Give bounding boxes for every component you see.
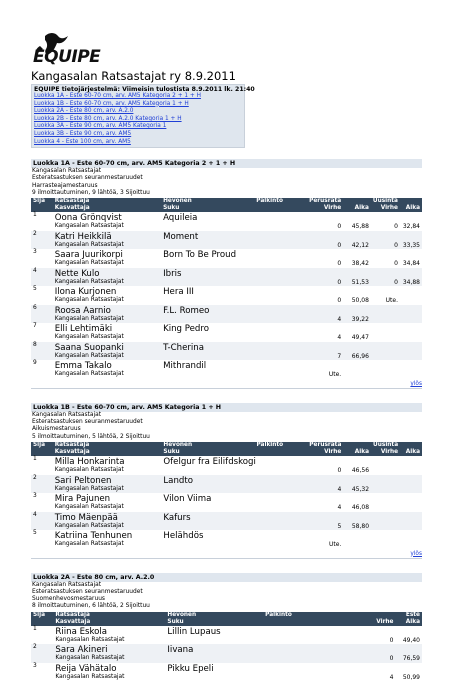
prize — [254, 334, 303, 342]
jumpoff-time — [400, 541, 422, 549]
faults: 4 — [304, 486, 344, 494]
horse-name: F.L. Romeo — [161, 305, 422, 316]
rider-name: Timo Mäenpää — [53, 512, 162, 523]
result-detail-row — [31, 242, 422, 250]
rider-name: Ilona Kurjonen — [54, 287, 117, 298]
back-to-top — [31, 381, 422, 387]
result-detail-row — [31, 297, 422, 305]
header-row — [31, 612, 422, 619]
prize — [254, 260, 303, 268]
result-detail-row — [31, 674, 422, 681]
results-page — [31, 28, 422, 681]
column-header: Palkinto — [254, 442, 303, 449]
class-link[interactable]: Luokka 3B - Este 90 cm, arv. AM5 — [34, 130, 132, 137]
back-to-top — [31, 551, 422, 557]
brand-wordmark: EQUIPE — [33, 47, 101, 67]
entry-summary: 5 ilmoittautuminen, 5 lähtöä, 2 Sijoittuu — [32, 433, 150, 440]
result-detail-row — [31, 334, 422, 342]
horse-name: Ibris — [161, 268, 422, 279]
result-detail-row — [31, 260, 422, 268]
class-heading: Luokka 2A - Este 80 cm, arv. A.2.0 — [31, 573, 422, 582]
faults: 0 — [389, 636, 394, 644]
jumpoff-faults — [371, 334, 400, 342]
rider-name: Oona Grönqvist — [54, 213, 122, 224]
result-row — [31, 644, 422, 655]
spacer — [31, 297, 53, 305]
time — [343, 541, 371, 549]
column-header: Palkinto — [263, 612, 314, 619]
jumpoff-faults: 0 — [394, 223, 398, 231]
club-name: Kangasalan Ratsastajat — [54, 467, 124, 474]
result-row — [31, 212, 422, 223]
club-name: Kangasalan Ratsastajat — [53, 523, 255, 531]
result-row — [31, 475, 422, 486]
class-link[interactable]: Luokka 1B - Este 60-70 cm, arv. AM5 Kategoria 1 + H — [34, 100, 189, 107]
prize — [254, 371, 303, 379]
spacer — [31, 674, 53, 681]
spacer — [31, 467, 53, 475]
class-meta: Harrasteajamestaruus — [32, 182, 98, 189]
prize — [254, 223, 303, 231]
club-name: Kangasalan Ratsastajat — [53, 486, 255, 494]
column-header — [31, 205, 53, 212]
prize — [254, 279, 303, 287]
column-header — [400, 198, 422, 205]
header-row — [31, 205, 422, 212]
faults: 4 — [337, 504, 342, 512]
column-header: Uusinta — [373, 442, 399, 449]
class-meta: Esteratsastuksen seuranmestaruudet — [32, 175, 143, 182]
spacer — [31, 279, 53, 287]
column-header: Virhe — [371, 205, 400, 212]
jumpoff-time — [400, 523, 422, 531]
header-row — [31, 449, 422, 456]
class-link[interactable]: Luokka 1A - Este 60-70 cm, arv. AM5 Kategoria 2 + 1 + H — [34, 93, 201, 99]
time: 49,40 — [402, 636, 420, 644]
back-to-top-link[interactable]: ylös — [410, 550, 422, 557]
club-name: Kangasalan Ratsastajat — [54, 541, 124, 548]
column-header: Virhe — [314, 619, 395, 626]
prize — [263, 674, 314, 681]
results-table — [31, 198, 422, 379]
class-meta: Kangasalan Ratsastajat — [32, 411, 102, 418]
class-link[interactable]: Luokka 2A - Este 80 cm, arv. A.2.0 — [34, 108, 134, 115]
result-detail-row — [31, 523, 422, 531]
rider-name: Sara Akineri — [53, 644, 165, 655]
spacer — [31, 223, 53, 231]
result-row — [31, 231, 422, 242]
result-detail-row — [31, 467, 422, 475]
result-detail-row — [31, 504, 422, 512]
result-row — [31, 249, 422, 260]
results-table — [31, 442, 422, 549]
horse-name: Vilon Viima — [163, 494, 212, 505]
results-sections — [31, 159, 422, 681]
time: 39,22 — [343, 316, 371, 324]
column-header: Uusinta — [372, 198, 398, 205]
time: 51,53 — [343, 279, 371, 287]
jumpoff-time: 34,84 — [402, 260, 420, 268]
prize — [254, 297, 303, 305]
faults: 0 — [314, 655, 395, 663]
jumpoff-faults: 0 — [371, 242, 400, 250]
rider-name: Roosa Aarnio — [53, 305, 161, 316]
place: 6 — [31, 305, 53, 316]
jumpoff-faults — [371, 353, 400, 361]
prize — [254, 523, 303, 531]
horse-name: Born To Be Proud — [163, 250, 237, 261]
prize — [254, 541, 303, 549]
place: 4 — [31, 268, 53, 279]
column-header — [343, 198, 371, 205]
jumpoff-faults — [371, 504, 400, 512]
header-row — [31, 198, 422, 205]
horse-name: T-Cherina — [161, 342, 422, 353]
column-header: Palkinto — [254, 198, 303, 205]
column-header: Ratsastaja — [53, 198, 161, 205]
place: 2 — [31, 231, 53, 242]
club-name: Kangasalan Ratsastajat — [53, 279, 255, 287]
logo — [31, 28, 422, 66]
horse-name: King Pedro — [163, 324, 209, 335]
jumpoff-time: 33,35 — [400, 242, 422, 250]
horse-name: Helähdös — [163, 531, 204, 542]
place: 3 — [33, 249, 37, 256]
column-header: Virhe — [304, 449, 344, 456]
result-row — [31, 512, 422, 523]
column-header: Aika — [396, 619, 423, 626]
rider-name: Nette Kulo — [53, 268, 161, 279]
results-table — [31, 612, 422, 681]
horse-name: Ofelgur fra Eilifdskogi — [163, 457, 256, 468]
result-detail-row — [31, 353, 422, 361]
place: 7 — [33, 323, 37, 330]
column-header: Aika — [343, 449, 371, 456]
faults: 4 — [389, 673, 394, 681]
class-link[interactable]: Luokka 4 - Este 100 cm, arv. AM5 — [34, 138, 131, 145]
club-name: Kangasalan Ratsastajat — [53, 655, 263, 663]
place: 3 — [33, 662, 37, 669]
entry-summary: 9 ilmoittautuminen, 9 lähtöä, 3 Sijoittuu — [32, 190, 150, 197]
jumpoff-faults: 0 — [371, 279, 400, 287]
rider-name: Milla Honkarinta — [54, 457, 125, 468]
time: 66,96 — [343, 353, 371, 361]
faults: 0 — [303, 242, 343, 250]
spacer — [31, 486, 53, 494]
horse-name: Hera III — [163, 287, 194, 298]
club-name: Kangasalan Ratsastajat — [54, 260, 124, 267]
time: 45,88 — [351, 223, 369, 231]
column-header — [254, 449, 303, 456]
time: 46,56 — [351, 467, 370, 475]
place: 9 — [33, 360, 37, 367]
column-header: Virhe — [303, 205, 343, 212]
column-header: Aika — [400, 449, 422, 456]
rider-name: Emma Takalo — [54, 361, 112, 372]
horse-name: Pikku Epeli — [167, 663, 214, 674]
faults: 5 — [304, 523, 344, 531]
class-meta: Esteratsastuksen seuranmestaruudet — [32, 588, 143, 595]
column-header: Kasvattaja — [53, 619, 165, 626]
column-header — [31, 619, 53, 626]
column-header: Sija — [31, 612, 53, 619]
class-meta: Esteratsastuksen seuranmestaruudet — [32, 419, 143, 426]
jumpoff-faults — [371, 541, 400, 549]
result-detail-row — [31, 223, 422, 231]
divider — [31, 388, 422, 389]
club-name: Kangasalan Ratsastajat — [54, 334, 124, 341]
back-to-top-link[interactable]: ylös — [410, 380, 422, 387]
result-row — [31, 286, 422, 297]
faults: 4 — [303, 316, 343, 324]
spacer — [31, 541, 53, 549]
faults: 0 — [337, 467, 342, 475]
horse-name: Landto — [161, 475, 422, 486]
spacer — [31, 316, 53, 324]
faults: 4 — [337, 334, 342, 342]
time: 42,12 — [343, 242, 371, 250]
horse-name: Lillin Lupaus — [167, 626, 221, 637]
column-header: Hevonen — [165, 612, 263, 619]
time — [343, 371, 371, 379]
rider-name: Sari Peltonen — [53, 475, 162, 486]
jumpoff-time — [400, 467, 422, 475]
place: 1 — [33, 456, 37, 463]
time: 58,80 — [343, 523, 371, 531]
result-row — [31, 530, 422, 541]
prize — [263, 637, 314, 645]
place: 3 — [33, 493, 37, 500]
time: 76,59 — [396, 655, 423, 663]
jumpoff-faults — [371, 523, 400, 531]
header-row — [31, 619, 422, 626]
result-row — [31, 360, 422, 371]
result-detail-row — [31, 371, 422, 379]
faults: 0 — [337, 223, 342, 231]
club-name: Kangasalan Ratsastajat — [54, 504, 124, 511]
horse-name: Moment — [161, 231, 422, 242]
column-header: Hevonen — [161, 442, 254, 449]
rider-name: Mira Pajunen — [54, 494, 111, 505]
jumpoff-time — [400, 334, 422, 342]
faults: 0 — [337, 260, 342, 268]
column-header: Sija — [31, 442, 53, 449]
jumpoff-faults — [371, 371, 400, 379]
place: 2 — [31, 644, 53, 655]
jumpoff-faults — [371, 316, 400, 324]
prize — [254, 504, 303, 512]
club-name: Kangasalan Ratsastajat — [53, 353, 255, 361]
club-name: Kangasalan Ratsastajat — [54, 371, 124, 378]
horse-name: Aquileia — [163, 213, 198, 224]
entry-summary: 8 ilmoittautuminen, 6 lähtöä, 2 Sijoittuu — [32, 603, 150, 610]
column-header: Suku — [165, 619, 263, 626]
column-header — [31, 449, 53, 456]
place: 1 — [33, 212, 37, 219]
class-link[interactable]: Luokka 3A - Este 90 cm, arv. AM5 Kategoria 1 — [34, 123, 167, 130]
faults: 7 — [303, 353, 343, 361]
column-header: Ratsastaja — [53, 612, 165, 619]
divider — [31, 558, 422, 559]
place: 5 — [33, 530, 37, 537]
class-section — [31, 573, 422, 681]
horse-name: Mithrandil — [163, 361, 207, 372]
time: 46,08 — [351, 504, 370, 512]
jumpoff-time: 34,88 — [400, 279, 422, 287]
class-meta: Kangasalan Ratsastajat — [32, 168, 102, 175]
faults: 0 — [303, 279, 343, 287]
column-header: Kasvattaja — [53, 205, 161, 212]
result-row — [31, 626, 422, 637]
result-row — [31, 305, 422, 316]
time: 50,99 — [402, 673, 420, 681]
class-section — [31, 159, 422, 389]
rider-name: Katri Heikkilä — [53, 231, 161, 242]
class-heading: Luokka 1B - Este 60-70 cm, arv. AM5 Kategoria 1 + H — [31, 403, 422, 412]
rider-name: Saana Suopanki — [53, 342, 161, 353]
rider-name: Reija Vähätalo — [55, 663, 117, 674]
jumpoff-faults — [371, 467, 400, 475]
result-row — [31, 268, 422, 279]
prize — [254, 242, 303, 250]
club-name: Kangasalan Ratsastajat — [55, 673, 125, 680]
club-name: Kangasalan Ratsastajat — [53, 242, 255, 250]
result-detail-row — [31, 637, 422, 645]
spacer — [31, 637, 53, 645]
place: 4 — [31, 512, 53, 523]
jumpoff-time — [400, 297, 422, 305]
spacer — [31, 260, 53, 268]
class-section — [31, 403, 422, 559]
time: 49,47 — [351, 334, 369, 342]
faults: Ute. — [329, 541, 342, 549]
spacer — [31, 655, 53, 663]
rider-name: Katriina Tenhunen — [54, 531, 133, 542]
prize — [254, 467, 303, 475]
result-row — [31, 663, 422, 674]
result-row — [31, 493, 422, 504]
class-meta: Kangasalan Ratsastajat — [32, 581, 102, 588]
column-header: Ratsastaja — [53, 442, 162, 449]
spacer — [31, 371, 53, 379]
time: 45,32 — [343, 486, 371, 494]
spacer — [31, 334, 53, 342]
horse-name: Iivana — [165, 644, 422, 655]
rider-name: Riina Eskola — [55, 626, 108, 637]
result-row — [31, 456, 422, 467]
column-header: Perusrata — [304, 442, 344, 449]
spacer — [31, 353, 53, 361]
rider-name: Saara Juurikorpi — [54, 250, 123, 261]
column-header: Virhe — [371, 449, 400, 456]
system-subtitle: EQUIPE tietojärjestelmä: Viimeisin tulostista 8.9.2011 lk. 21:40 — [34, 86, 255, 93]
column-header — [263, 619, 314, 626]
jumpoff-time: 32,84 — [402, 223, 420, 231]
column-header — [254, 205, 303, 212]
horse-name: Kafurs — [161, 512, 422, 523]
club-name: Kangasalan Ratsastajat — [54, 297, 124, 304]
prize — [254, 316, 303, 324]
spacer — [31, 242, 53, 250]
jumpoff-time — [400, 316, 422, 324]
result-detail-row — [31, 486, 422, 494]
result-detail-row — [31, 655, 422, 663]
time: 50,08 — [351, 297, 369, 305]
spacer — [31, 523, 53, 531]
column-header: Suku — [161, 449, 254, 456]
jumpoff-time — [400, 504, 422, 512]
time: 38,42 — [351, 260, 369, 268]
column-header: Aika — [400, 205, 422, 212]
club-name: Kangasalan Ratsastajat — [53, 316, 255, 324]
class-meta: Aikuismestaruus — [32, 426, 81, 433]
column-header: Hevonen — [161, 198, 254, 205]
spacer — [31, 504, 53, 512]
column-header: Sija — [31, 198, 53, 205]
column-header: Suku — [161, 205, 254, 212]
column-header — [314, 612, 395, 619]
jumpoff-time — [400, 371, 422, 379]
place: 2 — [31, 475, 53, 486]
prize — [263, 655, 314, 663]
rider-name: Elli Lehtimäki — [54, 324, 113, 335]
place: 5 — [33, 286, 37, 293]
prize — [254, 353, 303, 361]
result-row — [31, 323, 422, 334]
class-link[interactable]: Luokka 2B - Este 80 cm, arv. A.2.0 Kategoria 1 + H — [34, 115, 182, 122]
jumpoff-time — [400, 353, 422, 361]
club-name: Kangasalan Ratsastajat — [54, 223, 124, 230]
class-index — [31, 84, 255, 148]
place: 8 — [31, 342, 53, 353]
jumpoff-faults: 0 — [394, 260, 398, 268]
place: 1 — [33, 625, 37, 632]
faults: 0 — [337, 297, 342, 305]
faults: Ute. — [328, 371, 342, 379]
result-detail-row — [31, 279, 422, 287]
jumpoff-faults — [371, 486, 400, 494]
class-heading: Luokka 1A - Este 60-70 cm, arv. AM5 Kategoria 2 + 1 + H — [31, 159, 422, 168]
class-meta: Suomenhevosmestaruus — [32, 596, 105, 603]
column-header: Aika — [343, 205, 371, 212]
column-header: Kasvattaja — [53, 449, 162, 456]
club-name: Kangasalan Ratsastajat — [55, 636, 125, 643]
result-row — [31, 342, 422, 353]
prize — [254, 486, 303, 494]
column-header — [343, 442, 371, 449]
jumpoff-time — [400, 486, 422, 494]
result-detail-row — [31, 316, 422, 324]
jumpoff-faults: Ute. — [385, 297, 398, 305]
column-header: Este — [396, 612, 423, 619]
header-row — [31, 442, 422, 449]
column-header — [400, 442, 422, 449]
result-detail-row — [31, 541, 422, 549]
page-title: Kangasalan Ratsastajat ry 8.9.2011 — [31, 69, 236, 83]
column-header: Perusrata — [303, 198, 343, 205]
